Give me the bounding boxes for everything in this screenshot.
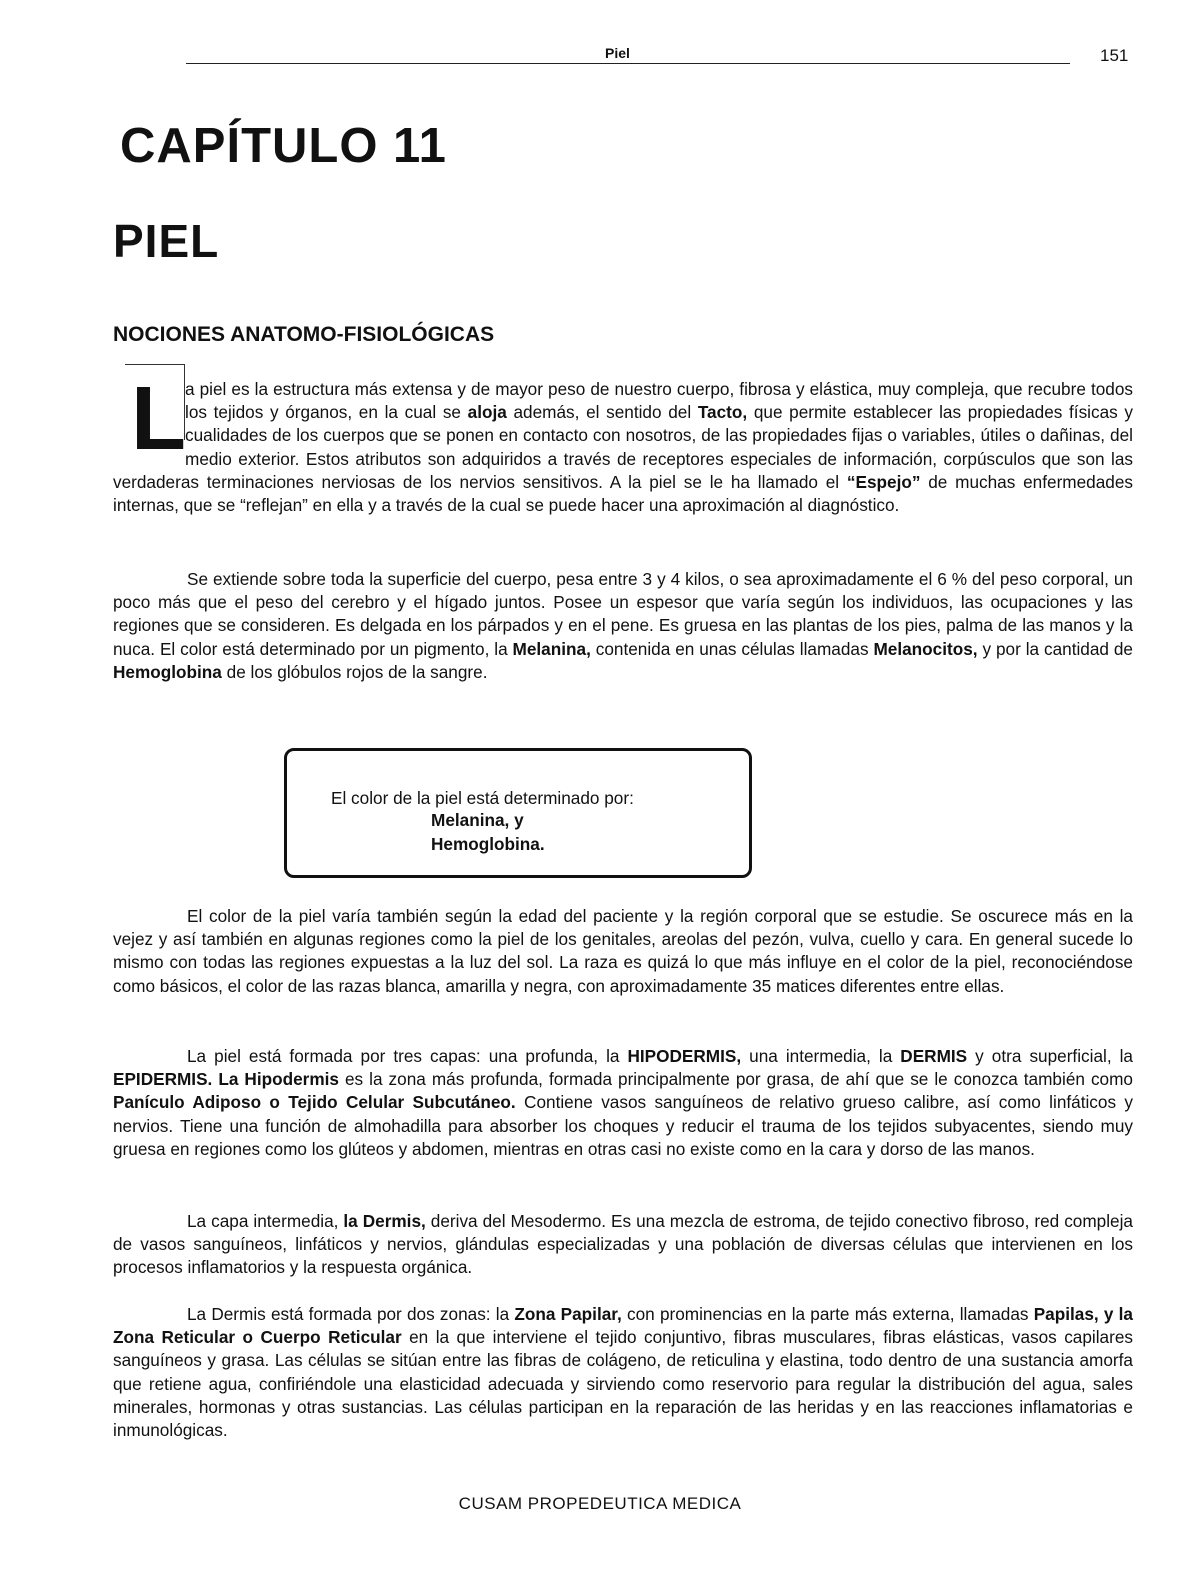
bold-run: aloja	[467, 402, 507, 423]
text-run: además, el sentido del	[506, 402, 698, 423]
text-run: deriva del Mesodermo. Es una mezcla de estroma, de tejido conectivo fibroso, red compleja de vasos sanguíneos, linfáticos y nervios, glándulas especializadas y una población de diversas células que intervienen en los procesos inflamatorios y la respuesta orgánica.	[113, 1211, 1133, 1278]
text-run: y otra superficial, la	[967, 1046, 1133, 1066]
text-run: El color de la piel varía también según la edad del paciente y la región corporal que se estudie. Se oscurece más en la vejez y así también en algunas regiones como la piel de los genitales, areolas del pezón, vulva, cuello y cara. En general sucede lo mismo con todas las regiones expuestas a la luz del sol. La raza es quizá lo que más influye en el color de la piel, reconociéndose como básicos, el color de las razas blanca, amarilla y negra, con aproximadamente 35 matices diferentes entre ellas.	[113, 906, 1133, 996]
callout-intro: El color de la piel está determinado por:	[331, 788, 634, 808]
bold-run: Panículo Adiposo o Tejido Celular Subcutáneo.	[113, 1092, 516, 1113]
page-footer: CUSAM PROPEDEUTICA MEDICA	[458, 1494, 742, 1513]
bold-run: “Espejo”	[846, 471, 921, 492]
text-run: con prominencias en la parte más externa, llamadas	[621, 1304, 1034, 1324]
text-run: La Dermis está formada por dos zonas: la	[187, 1304, 515, 1324]
text-run: en la que interviene el tejido conjuntivo, fibras musculares, fibras elásticas, vasos capilares sanguíneos y grasa. Las células se sitúan entre las fibras de colágeno, de reticulina y elastina, todo dentro de una sustancia amorfa que retiene agua, confiriéndole una elasticidad adecuada y sirviendo como reservorio para regular la distribución del agua, sales minerales, hormonas y otras sustancias. Las células participan en la reparación de las heridas y en las reacciones inflamatorias e inmunológicas.	[113, 1327, 1133, 1441]
paragraph-dermis	[113, 1210, 1133, 1280]
chapter-title: PIEL	[113, 215, 220, 267]
bold-run: HIPODERMIS,	[627, 1046, 742, 1066]
bold-run: Melanocitos,	[873, 638, 978, 659]
text-run: Contiene vasos sanguíneos de relativo grueso calibre, así como linfáticos y nervios. Tiene una función de almohadilla para absorber los choques y reducir el trauma de los tejidos subyacentes, siendo muy gruesa en regiones como los glúteos y abdomen, mientras en otras casi no existe como en la cara y dorso de las manos.	[113, 1092, 1133, 1159]
bold-run: La Hipodermis	[218, 1069, 339, 1090]
text-run: contenida en unas células llamadas	[590, 638, 874, 659]
section-heading: NOCIONES ANATOMO-FISIOLÓGICAS	[113, 323, 495, 346]
text-run: una intermedia, la	[741, 1046, 901, 1066]
page-number: 151	[1100, 46, 1129, 65]
bold-run: EPIDERMIS.	[113, 1069, 213, 1090]
text-run: es la zona más profunda, formada principalmente por grasa, de ahí que se le conozca también como	[338, 1069, 1133, 1090]
bold-run: Melanina,	[512, 638, 591, 659]
bold-run: Papilas, y la Zona Reticular o Cuerpo Reticular	[113, 1304, 1133, 1348]
callout-item-hemoglobina: Hemoglobina.	[431, 834, 545, 854]
paragraph-color	[113, 905, 1133, 998]
callout-box	[284, 748, 752, 878]
running-title: Piel	[605, 45, 630, 61]
text-run: Se extiende sobre toda la superficie del cuerpo, pesa entre 3 y 4 kilos, o sea aproximadamente el 6 % del peso corporal, un poco más que el peso del cerebro y el hígado juntos. Posee un espesor que varía según los individuos, las ocupaciones y las regiones que se consideren. Es delgada en los párpados y en el pene. Es gruesa en las plantas de los pies, palma de las manos y la nuca. El color está determinado por un pigmento, la	[113, 569, 1133, 659]
bold-run: DERMIS	[900, 1046, 968, 1066]
text-run: de los glóbulos rojos de la sangre.	[221, 661, 488, 682]
header-rule	[186, 63, 1070, 64]
text-run: de muchas enfermedades internas, que se “reflejan” en ella y a través de la cual se puede hacer una aproximación al diagnóstico.	[113, 471, 1133, 516]
bold-run: Hemoglobina	[113, 661, 222, 682]
bold-run: Tacto,	[697, 402, 748, 423]
text-run: que permite establecer las propiedades físicas y cualidades de los cuerpos que se ponen en contacto con nosotros, de las propiedades fijas o variables, útiles o dañinas, del medio exterior. Estos atributos son adquiridos a través de receptores especiales de información, corpúsculos que son las verdaderas terminaciones nerviosas de los nervios sensitivos. A la piel se le ha llamado el	[113, 402, 1133, 492]
text-run: a piel es la estructura más extensa y de mayor peso de nuestro cuerpo, fibrosa y elástica, muy compleja, que recubre todos los tejidos y órganos, en la cual se	[185, 379, 1133, 423]
text-run: La capa intermedia,	[187, 1211, 344, 1231]
callout-item-melanina: Melanina, y	[431, 810, 524, 830]
paragraph-intro	[113, 369, 1133, 517]
dropcap-letter: L	[131, 369, 186, 469]
paragraph-layers	[113, 1045, 1133, 1161]
text-run: La piel está formada por tres capas: una profunda, la	[187, 1046, 628, 1066]
bold-run: la Dermis,	[343, 1211, 426, 1231]
chapter-label: CAPÍTULO 11	[120, 119, 447, 173]
text-run: y por la cantidad de	[977, 638, 1133, 659]
paragraph-dermis-zones	[113, 1303, 1133, 1442]
paragraph-extent	[113, 568, 1133, 684]
bold-run: Zona Papilar,	[514, 1304, 622, 1324]
